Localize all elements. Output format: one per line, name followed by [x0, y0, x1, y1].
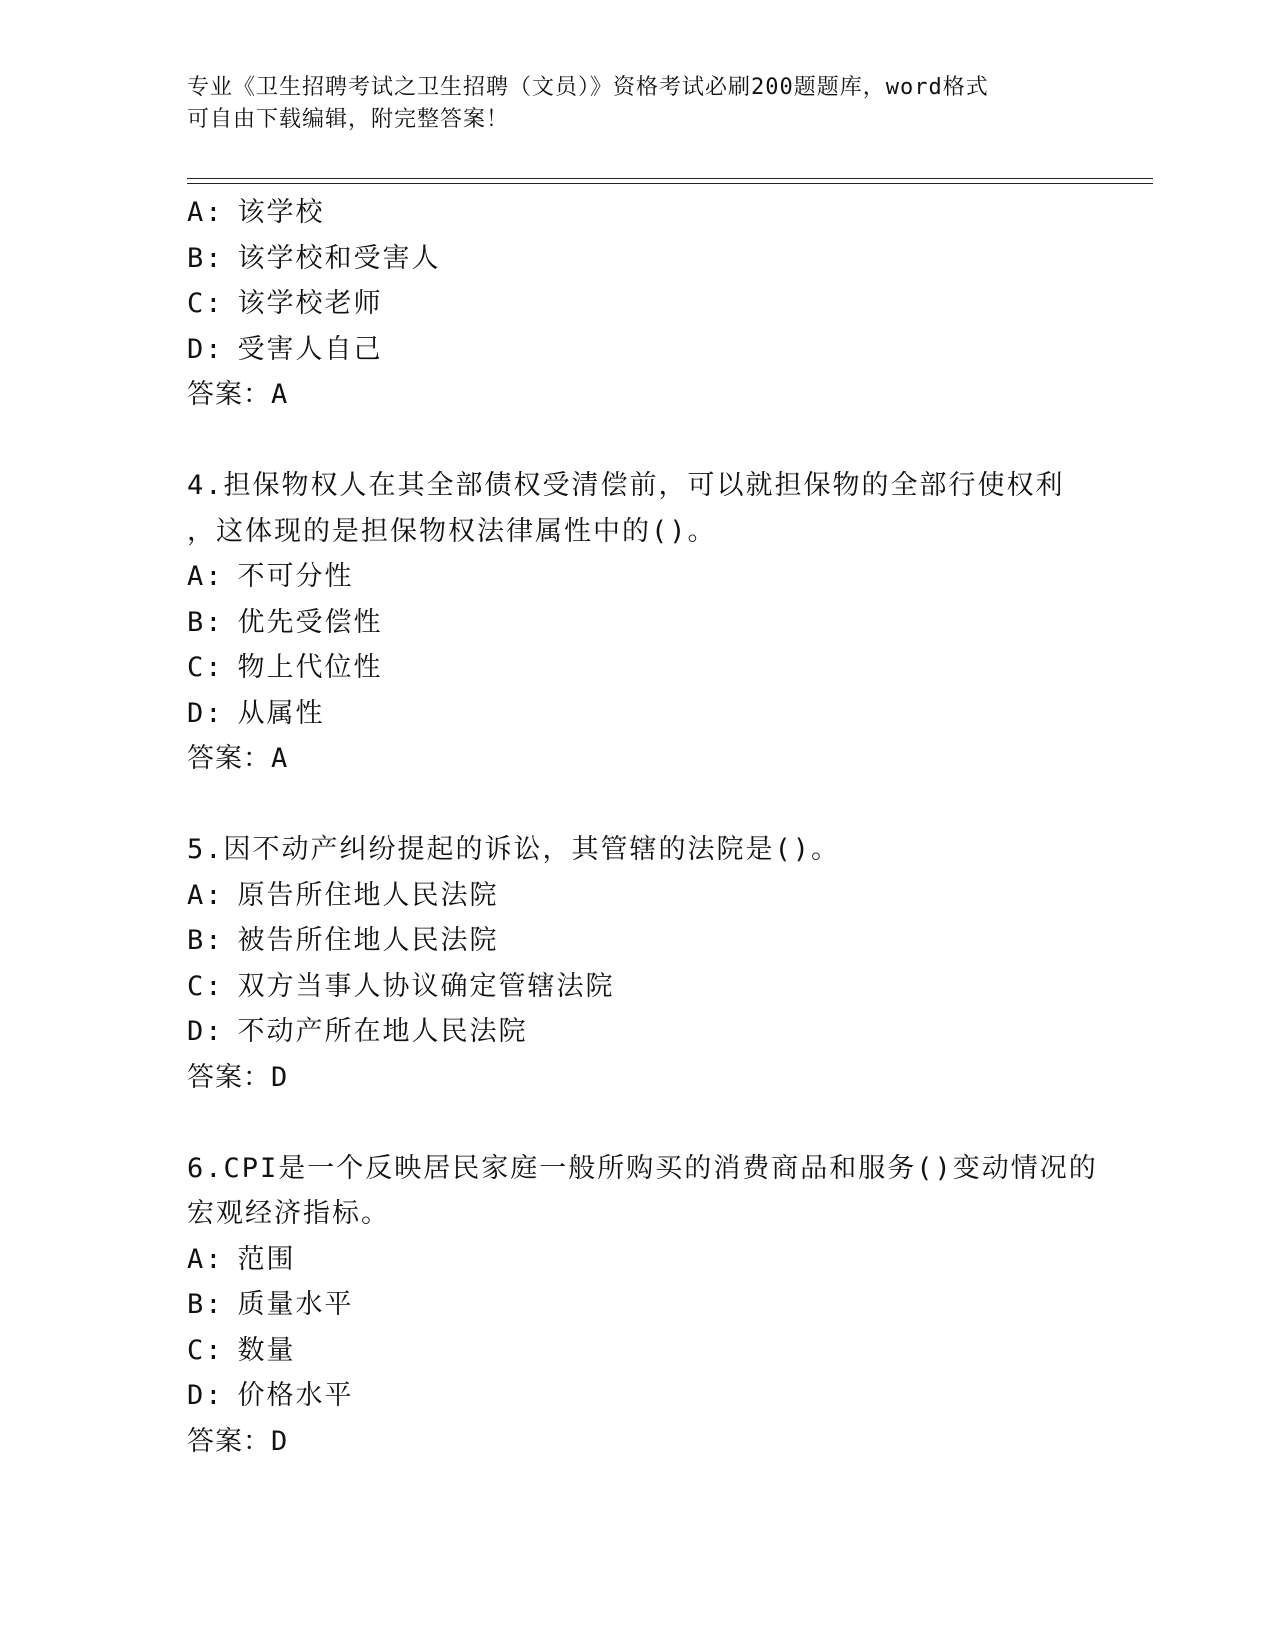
answer-line	[187, 372, 1153, 418]
question-block-6	[187, 1146, 1153, 1465]
answer-label: 答案：	[187, 743, 271, 774]
option-text: 原告所住地人民法院	[237, 879, 499, 911]
header-line-1: 专业《卫生招聘考试之卫生招聘（文员）》资格考试必刷200题题库，word格式	[187, 75, 989, 100]
option-line	[187, 554, 1153, 600]
option-line	[187, 236, 1153, 282]
option-letter: C:	[187, 652, 224, 683]
option-text: 范围	[237, 1243, 296, 1275]
option-letter: C:	[187, 970, 224, 1002]
option-text: 价格水平	[237, 1380, 354, 1411]
answer-line	[187, 736, 1153, 782]
option-line	[187, 1237, 1153, 1283]
question-spacer	[187, 418, 1153, 464]
option-text: 该学校老师	[237, 288, 383, 319]
answer-label: 答案：	[187, 379, 271, 410]
question-stem: 5.因不动产纠纷提起的诉讼，其管辖的法院是()。	[187, 834, 841, 865]
option-letter: D:	[187, 697, 224, 729]
option-letter: B:	[187, 1289, 224, 1320]
option-letter: D:	[187, 1380, 224, 1411]
answer-value: A	[271, 743, 290, 774]
option-letter: A:	[187, 1243, 224, 1275]
option-line	[187, 918, 1153, 964]
option-letter: B:	[187, 925, 224, 956]
option-letter: D:	[187, 333, 224, 365]
option-line	[187, 1282, 1153, 1328]
answer-value: A	[271, 379, 290, 410]
option-line	[187, 1328, 1153, 1374]
option-line	[187, 645, 1153, 691]
header-divider-bottom	[187, 183, 1153, 184]
option-letter: C:	[187, 1334, 224, 1366]
option-letter: B:	[187, 606, 224, 638]
option-text: 数量	[237, 1334, 296, 1366]
question-stem: ，这体现的是担保物权法律属性中的()。	[187, 515, 717, 547]
option-text: 被告所住地人民法院	[237, 925, 499, 956]
option-line	[187, 327, 1153, 373]
option-letter: B:	[187, 242, 224, 274]
option-letter: D:	[187, 1016, 224, 1047]
option-letter: A:	[187, 879, 224, 911]
option-text: 从属性	[237, 697, 325, 729]
option-text: 双方当事人协议确定管辖法院	[237, 970, 615, 1002]
header-divider-top	[187, 178, 1153, 179]
question-stem: 宏观经济指标。	[187, 1198, 390, 1229]
question-block-5	[187, 827, 1153, 1100]
answer-line	[187, 1419, 1153, 1465]
option-line	[187, 873, 1153, 919]
option-text: 受害人自己	[237, 333, 383, 365]
answer-line	[187, 1055, 1153, 1101]
option-line	[187, 1009, 1153, 1055]
option-letter: A:	[187, 561, 224, 592]
answer-value: D	[271, 1061, 290, 1093]
option-letter: C:	[187, 288, 224, 319]
question-stem: 6.CPI是一个反映居民家庭一般所购买的消费商品和服务()变动情况的	[187, 1152, 1098, 1184]
answer-label: 答案：	[187, 1425, 271, 1457]
question-spacer	[187, 1100, 1153, 1146]
question-block-4	[187, 463, 1153, 782]
answer-value: D	[271, 1425, 290, 1457]
option-text: 该学校和受害人	[237, 242, 441, 274]
option-line	[187, 964, 1153, 1010]
question-block-3	[187, 190, 1153, 418]
answer-label: 答案：	[187, 1061, 271, 1093]
document-header	[187, 72, 1067, 136]
question-stem: 4.担保物权人在其全部债权受清偿前，可以就担保物的全部行使权利	[187, 470, 1065, 501]
option-line	[187, 1373, 1153, 1419]
option-text: 质量水平	[237, 1289, 354, 1320]
option-line	[187, 600, 1153, 646]
question-spacer	[187, 782, 1153, 828]
option-text: 该学校	[237, 197, 325, 228]
option-text: 不可分性	[237, 561, 354, 592]
option-text: 不动产所在地人民法院	[237, 1016, 528, 1047]
question-list	[187, 190, 1153, 1464]
option-text: 优先受偿性	[237, 606, 383, 638]
option-line	[187, 691, 1153, 737]
option-line	[187, 190, 1153, 236]
option-letter: A:	[187, 197, 224, 228]
option-text: 物上代位性	[237, 652, 383, 683]
option-line	[187, 281, 1153, 327]
header-line-2: 可自由下载编辑，附完整答案！	[187, 107, 510, 132]
